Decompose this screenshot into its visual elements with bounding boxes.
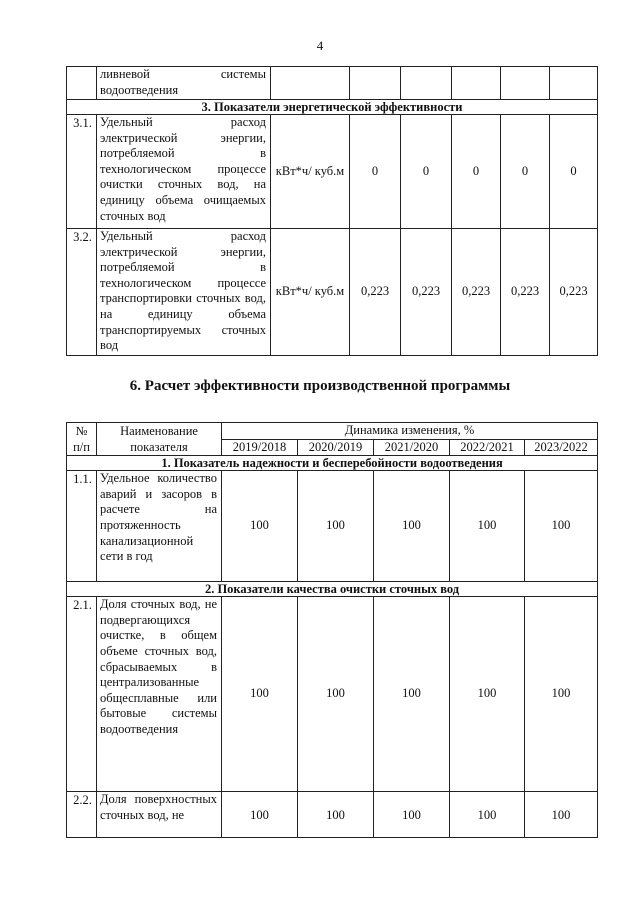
header-year: 2021/2020: [374, 439, 450, 456]
value-cell: 100: [298, 471, 374, 582]
indicator-description: Удельный расход электрической энергии, потребляемой в технологическом процессе транспортировки сточных вод, на единицу объема транспортируемых сточных вод: [97, 229, 271, 356]
indicator-description: Доля поверхностных сточных вод, не: [97, 792, 222, 838]
header-year: 2019/2018: [222, 439, 298, 456]
value-cell: [501, 67, 550, 100]
value-cell: [401, 67, 452, 100]
header-year: 2020/2019: [298, 439, 374, 456]
section-row: [67, 582, 598, 597]
value-cell: 0: [350, 115, 401, 229]
table-row: [67, 792, 598, 838]
value-cell: [550, 67, 598, 100]
section-heading: 6. Расчет эффективности производственной программы: [129, 378, 511, 394]
indicator-description: ливневой системы водоотведения: [97, 67, 271, 100]
value-cell: 0,223: [452, 229, 501, 356]
row-number: 3.2.: [67, 229, 97, 356]
row-number: 3.1.: [67, 115, 97, 229]
section-row: [67, 100, 598, 115]
value-cell: 100: [450, 597, 525, 792]
value-cell: 100: [450, 792, 525, 838]
table-row: [67, 471, 598, 582]
row-number: 2.1.: [67, 597, 97, 792]
value-cell: 100: [298, 597, 374, 792]
header-year: 2023/2022: [525, 439, 598, 456]
value-cell: 100: [374, 597, 450, 792]
value-cell: 0: [501, 115, 550, 229]
unit-cell: кВт*ч/ куб.м: [271, 115, 350, 229]
header-num: № п/п: [67, 423, 97, 456]
value-cell: 100: [525, 471, 598, 582]
value-cell: 0,223: [550, 229, 598, 356]
value-cell: 0,223: [501, 229, 550, 356]
value-cell: 100: [222, 471, 298, 582]
table-row: [67, 229, 598, 356]
value-cell: 100: [222, 792, 298, 838]
value-cell: 100: [374, 792, 450, 838]
unit-cell: [271, 67, 350, 100]
value-cell: 100: [525, 792, 598, 838]
header-name: Наименование показателя: [97, 423, 222, 456]
value-cell: 0,223: [350, 229, 401, 356]
page-number: 4: [316, 38, 324, 53]
value-cell: 100: [374, 471, 450, 582]
table-row: [67, 597, 598, 792]
indicators-table-continued: [66, 66, 598, 356]
value-cell: 0,223: [401, 229, 452, 356]
value-cell: 0: [401, 115, 452, 229]
value-cell: 0: [550, 115, 598, 229]
value-cell: 0: [452, 115, 501, 229]
indicator-description: Удельное количество аварий и засоров в расчете на протяженность канализационной сети в год: [97, 471, 222, 582]
section-title: 2. Показатели качества очистки сточных вод: [67, 582, 598, 597]
section-title: 1. Показатель надежности и бесперебойности водоотведения: [67, 456, 598, 471]
row-number-cell: [67, 67, 97, 100]
row-number: 2.2.: [67, 792, 97, 838]
section-row: [67, 456, 598, 471]
header-year: 2022/2021: [450, 439, 525, 456]
section-title: 3. Показатели энергетической эффективности: [67, 100, 598, 115]
table-row: [67, 115, 598, 229]
value-cell: 100: [298, 792, 374, 838]
value-cell: [350, 67, 401, 100]
table-row: [67, 67, 598, 100]
value-cell: 100: [525, 597, 598, 792]
indicator-description: Удельный расход электрической энергии, потребляемой в технологическом процессе очистки сточных вод, на единицу объема очищаемых сточных вод: [97, 115, 271, 229]
indicator-description: Доля сточных вод, не подвергающихся очистке, в общем объеме сточных вод, сбрасываемых в централизованные общесплавные или бытовые системы водоотведения: [97, 597, 222, 792]
unit-cell: кВт*ч/ куб.м: [271, 229, 350, 356]
efficiency-table: [66, 422, 598, 838]
value-cell: [452, 67, 501, 100]
header-dynamics: Динамика изменения, %: [222, 423, 598, 440]
row-number: 1.1.: [67, 471, 97, 582]
header-row: [67, 423, 598, 440]
value-cell: 100: [222, 597, 298, 792]
value-cell: 100: [450, 471, 525, 582]
